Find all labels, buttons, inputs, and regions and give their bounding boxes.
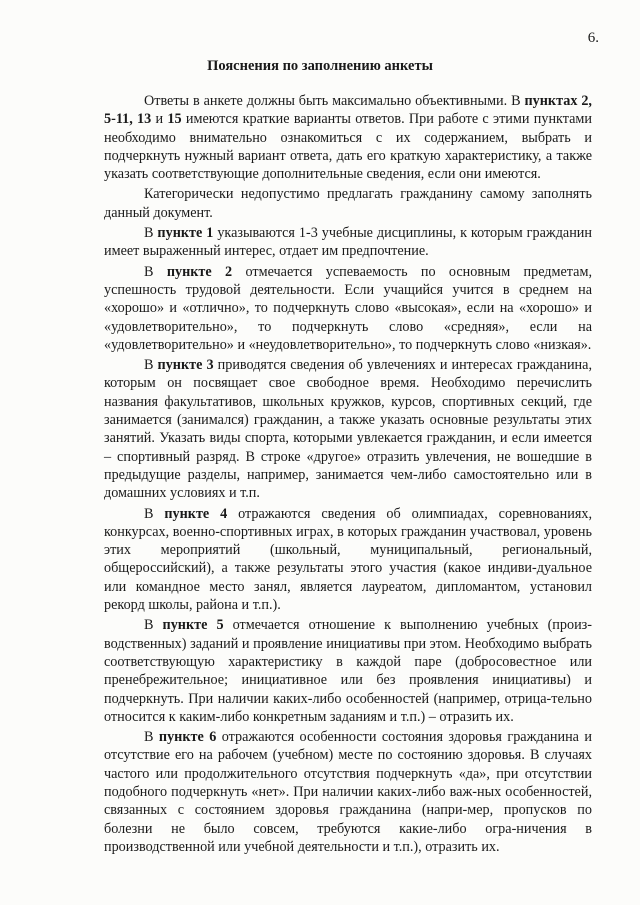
paragraph-intro bbox=[104, 92, 592, 183]
item-6-label: пункте 6 bbox=[158, 729, 217, 746]
item-5-label: пункте 5 bbox=[162, 617, 224, 634]
item-3-prefix: В bbox=[144, 357, 158, 374]
paragraph-item-3 bbox=[104, 356, 592, 502]
intro-text-1: Ответы в анкете должны быть максимально объективными. В bbox=[144, 93, 525, 109]
paragraph-item-2 bbox=[104, 263, 592, 354]
item-1-label: пункте 1 bbox=[157, 225, 214, 242]
intro-text-3: имеются краткие варианты ответов. При работе с этими пунктами необходимо внимательно ознакомиться с их содержанием, выбрать и подчеркнуть нужный вариант ответа, дать его краткую характеристику, а также указать соответствующие дополнительные сведения, если они имеются. bbox=[104, 111, 592, 183]
item-4-label: пункте 4 bbox=[164, 505, 228, 522]
paragraph-item-1 bbox=[104, 224, 592, 261]
document-body bbox=[104, 92, 592, 858]
item-3-label: пункте 3 bbox=[157, 357, 214, 374]
item-5-prefix: В bbox=[144, 617, 163, 634]
paragraph-warning: Категорически недопустимо предлагать гражданину самому заполнять данный документ. bbox=[104, 186, 592, 221]
paragraph-item-5 bbox=[104, 616, 592, 726]
item-3-text: приводятся сведения об увлечениях и интересах гражданина, которым он посвящает свое свободное время. Необходимо перечислить названия факультативов, школьных кружков, курсов, спортивных секций, где занимается (занимался) гражданин, а также указать основные результаты этих занятий. Указать виды спорта, которыми увлекается гражданин, и если имеется – спортивный разряд. В строке «другое» отразить увлечения, не вошедшие в предыдущие разделы, например, занимается чем-либо самостоятельно или в домашних условиях и т.п. bbox=[104, 357, 592, 502]
item-1-prefix: В bbox=[144, 225, 158, 242]
item-4-text: отражаются сведения об олимпиадах, соревнованиях, конкурсах, военно-спортивных играх, в которых гражданин участвовал, уровень этих мероприятий (школьный, муниципальный, региональный, общероссийский), а также результаты этого участия (какое индиви-дуальное или командное место занял, является лауреатом, дипломантом, установил рекорд школы, района и т.п.). bbox=[104, 505, 593, 614]
item-2-text: отмечается успеваемость по основным предметам, успешность трудовой деятельности. Если учащийся учится в среднем на «хорошо» и «отлично», то подчеркнуть слово «высокая», если на «хорошо» и «удовлетворительно», то подчеркнуть слово «средняя», если на «удовлетворительно» и «неудовлетворительно», то подчеркнуть слово «низкая». bbox=[104, 263, 592, 353]
intro-bold-item-15: 15 bbox=[167, 111, 182, 128]
item-2-prefix: В bbox=[144, 263, 167, 280]
page-number: 6. bbox=[587, 30, 599, 46]
paragraph-item-6 bbox=[104, 728, 592, 856]
item-4-prefix: В bbox=[144, 505, 165, 522]
item-6-prefix: В bbox=[144, 729, 159, 746]
item-5-text: отмечается отношение к выполнению учебных (произ-водственных) заданий и проявление инициативы при этом. Необходимо выбрать соответствующую характеристику в каждой паре (добросовестное или пренебрежительное; инициативное или без проявления инициативы) и подчеркнуть. При наличии каких-либо особенностей (например, отрица-тельно относится к каким-либо конкретным заданиям и т.п.) – отразить их. bbox=[104, 617, 593, 725]
paragraph-item-4 bbox=[104, 505, 592, 615]
item-6-text: отражаются особенности состояния здоровья гражданина и отсутствие его на рабочем (учебном) месте по состоянию здоровья. В случаях частого или продолжительного отсутствия подчеркнуть «да», при отсутствии подобного подчеркнуть «нет». При наличии каких-либо важ-ных особенностей, связанных с состоянием здоровья гражданина (напри-мер, пропусков по болезни не было совсем, требуются какие-либо огра-ничения в производственной или учебной деятельности и т.п.), отразить их. bbox=[104, 729, 592, 855]
item-2-label: пункте 2 bbox=[166, 263, 233, 280]
item-1-text: указываются 1-3 учебные дисциплины, к которым гражданин имеет выраженный интерес, отдает им предпочтение. bbox=[104, 225, 592, 260]
intro-bold-items: пунктах 2, 5-11, 13 bbox=[104, 93, 592, 128]
intro-text-2: и bbox=[151, 111, 168, 128]
page-title: Пояснения по заполнению анкеты bbox=[207, 58, 433, 74]
